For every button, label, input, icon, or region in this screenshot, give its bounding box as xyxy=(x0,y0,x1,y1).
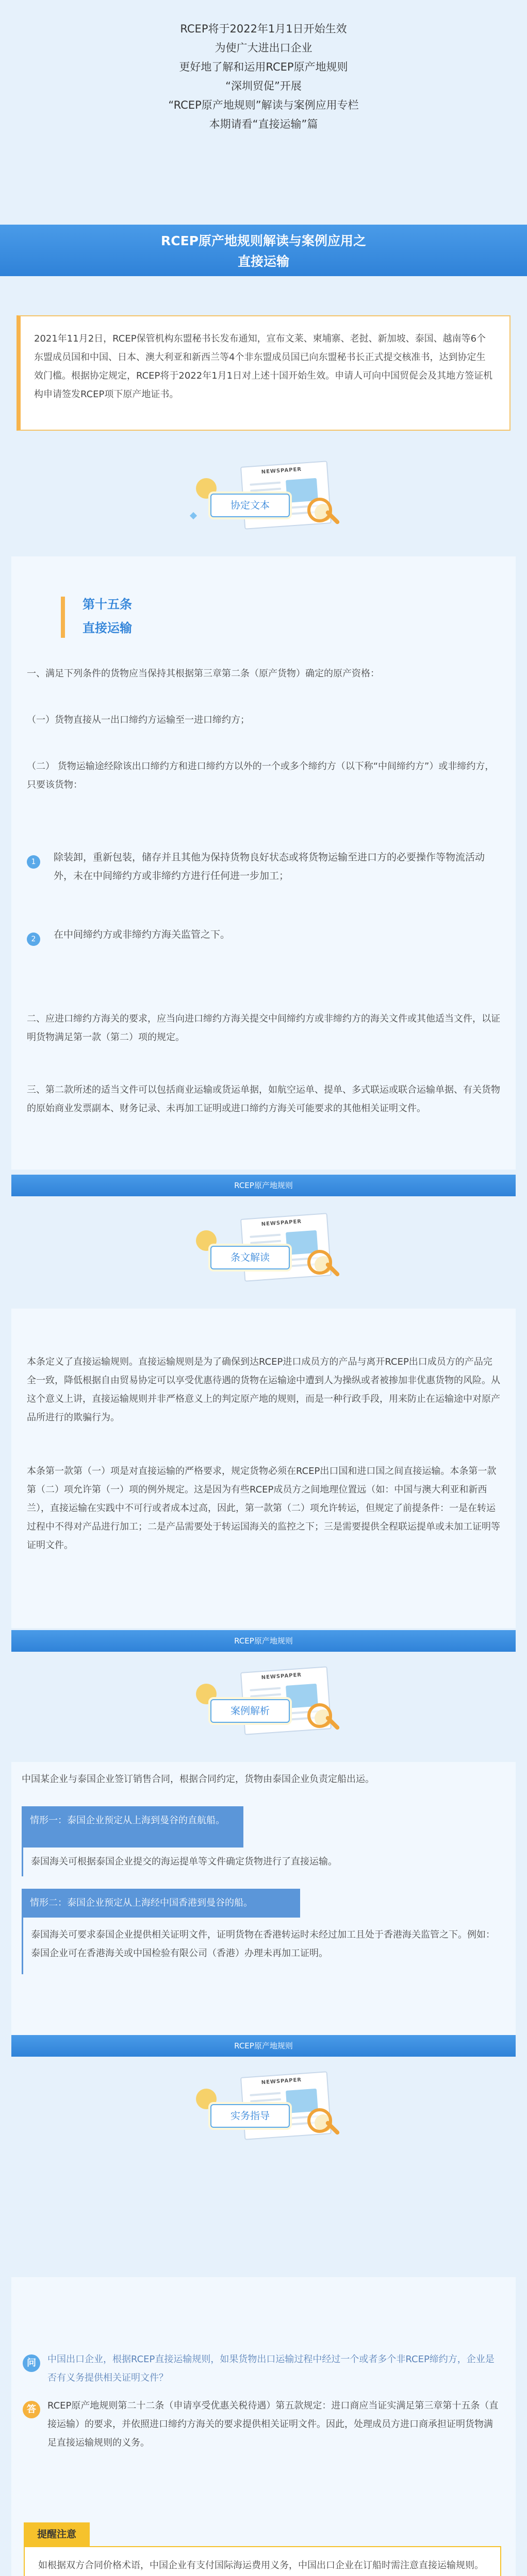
panel-footer: RCEP原产地规则 xyxy=(11,2035,516,2057)
case-1-label: 情形一：泰国企业预定从上海到曼谷的直航船。 xyxy=(22,1806,243,1848)
question-text: 中国出口企业，根据RCEP直接运输规则，如果货物出口运输过程中经过一个或者多个非RCEP缔约方，企业是否有义务提供相关证明文件？ xyxy=(47,2354,495,2383)
section-title: 条文解读 xyxy=(210,1246,290,1269)
case-rule xyxy=(22,1848,23,1876)
notice-text: 如根据双方合同价格术语，中国企业有支付国际海运费用义务，中国出口企业在订船时需注意直接运输规则。 xyxy=(38,2560,484,2571)
section-tab-interpretation xyxy=(160,1216,366,1288)
panel-footer: RCEP原产地规则 xyxy=(11,1175,516,1196)
article-item-2: （二） 货物运输途经除该出口缔约方和进口缔约方以外的一个或多个缔约方（以下称“中间缔约方”）或非缔约方，只要该货物： xyxy=(27,761,495,790)
section-tab-agreement-text xyxy=(160,464,366,536)
newspaper-label: NEWSPAPER xyxy=(261,466,302,476)
section-tab-practice xyxy=(160,2074,366,2146)
section-title: 案例解析 xyxy=(210,1699,290,1723)
summary-box xyxy=(17,315,510,431)
article-sub-2: 在中间缔约方或非缔约方海关监管之下。 xyxy=(54,929,230,940)
newspaper-label: NEWSPAPER xyxy=(261,1218,302,1228)
title-line-1: RCEP原产地规则解读与案例应用之 xyxy=(161,233,366,248)
answer-icon: 答 xyxy=(23,2401,40,2418)
sparkle-icon xyxy=(190,512,197,519)
article-sub-1: 除装卸，重新包装，储存并且其他为保持货物良好状态或将货物运输至进口方的必要操作等物流活动外，未在中间缔约方或非缔约方进行任何进一步加工； xyxy=(54,852,485,882)
intro-line: 本期请看“直接运输”篇 xyxy=(209,118,318,130)
article-name: 直接运输 xyxy=(83,621,132,635)
case-intro: 中国某企业与泰国企业签订销售合同，根据合同约定，货物由泰国企业负责定船出运。 xyxy=(22,1774,374,1785)
intro-line: 为使广大进出口企业 xyxy=(215,42,312,54)
case-2-label: 情形二：泰国企业预定从上海经中国香港到曼谷的船。 xyxy=(22,1889,300,1918)
newspaper-label: NEWSPAPER xyxy=(261,1672,302,1681)
interpret-para-2: 本条第一款第（一）项是对直接运输的严格要求，规定货物必须在RCEP出口国和进口国之间直接运输。本条第一款第（二）项允许第（一）项的例外规定。这是因为有些RCEP成员方之间地理位置远（如：中国与澳大利亚和新西兰），直接运输在实践中不可行或者成本过高，因此，第一款第（二）项允许转运，但规定了前提条件：一是在转运过程中不得对产品进行加工；二是产品需要处于转运国海关的监控之下；三是需要提供全程联运提单或未加工证明等证明文件。 xyxy=(27,1466,500,1551)
title-line-2: 直接运输 xyxy=(237,254,289,269)
interpret-para-1: 本条定义了直接运输规则。直接运输规则是为了确保到达RCEP进口成员方的产品与离开RCEP出口成员方的产品完全一致，降低根据自由贸易协定可以享受优惠待遇的货物在运输途中遭到人为操纵或者被掺加非优惠货物的风险。从这个意义上讲，直接运输规则并非严格意义上的判定原产地的规则，而是一种行政手段，用来防止在运输途中对原产品所进行的欺骗行为。 xyxy=(27,1357,500,1423)
section-title: 协定文本 xyxy=(210,494,290,517)
intro-line: “RCEP原产地规则”解读与案例应用专栏 xyxy=(168,99,359,111)
item-number-1: 1 xyxy=(27,855,40,869)
case-1-text: 泰国海关可根据泰国企业提交的海运提单等文件确定货物进行了直接运输。 xyxy=(31,1856,337,1867)
article-number: 第十五条 xyxy=(83,597,132,612)
panel-footer: RCEP原产地规则 xyxy=(11,1630,516,1652)
intro-line: 更好地了解和运用RCEP原产地规则 xyxy=(179,61,348,73)
answer-text: RCEP原产地规则第二十二条（申请享受优惠关税待遇）第五款规定：进口商应当证实满足第三章第十五条（直接运输）的要求，并依照进口缔约方海关的要求提供相关证明文件。因此，处理成员方进口商承担证明货物满足直接运输规则的义务。 xyxy=(47,2400,499,2448)
article-para-2: 二、应进口缔约方海关的要求，应当向进口缔约方海关提交中间缔约方或非缔约方的海关文件或其他适当文件，以证明货物满足第一款（第二）项的规定。 xyxy=(27,1013,500,1043)
intro-lines xyxy=(0,20,527,134)
intro-header xyxy=(0,0,527,227)
question-icon: 问 xyxy=(23,2354,40,2372)
article-para-3: 三、第二款所述的适当文件可以包括商业运输或货运单据，如航空运单、提单、多式联运或联合运输单据、有关货物的原始商业发票副本、财务记录、未再加工证明或进口缔约方海关可能要求的其他相关证明文件。 xyxy=(27,1084,500,1114)
newspaper-label: NEWSPAPER xyxy=(261,2077,302,2086)
section-tab-case-analysis xyxy=(160,1669,366,1741)
summary-text: 2021年11月2日，RCEP保管机构东盟秘书长发布通知，宣布文莱、柬埔寨、老挝、新加坡、泰国、越南等6个东盟成员国和中国、日本、澳大利亚和新西兰等4个非东盟成员国已向东盟秘书长正式提交核准书，达到协定生效门槛。根据协定规定，RCEP将于2022年1月1日对上述十国开始生效。申请人可向中国贸促会及其地方签证机构申请签发RCEP项下原产地证书。 xyxy=(34,333,493,400)
article-heading xyxy=(83,592,132,640)
case-2-text: 泰国海关可要求泰国企业提供相关证明文件，证明货物在香港转运时未经过加工且处于香港海关监管之下。例如：泰国企业可在香港海关或中国检验有限公司（香港）办理未再加工证明。 xyxy=(31,1929,495,1959)
notice-tag: 提醒注意 xyxy=(24,2522,90,2546)
article-item-1: （一）货物直接从一出口缔约方运输至一进口缔约方； xyxy=(27,715,250,725)
case-rule xyxy=(22,1918,23,1974)
intro-line: “深圳贸促”开展 xyxy=(225,80,302,92)
article-accent-bar xyxy=(61,597,65,638)
item-number-2: 2 xyxy=(27,933,40,946)
intro-line: RCEP将于2022年1月1日开始生效 xyxy=(180,23,347,35)
title-banner xyxy=(0,225,527,276)
notice-box xyxy=(24,2546,501,2576)
section-title: 实务指导 xyxy=(210,2104,290,2128)
article-para-1: 一、满足下列条件的货物应当保持其根据第三章第二条（原产货物）确定的原产资格： xyxy=(27,668,380,679)
